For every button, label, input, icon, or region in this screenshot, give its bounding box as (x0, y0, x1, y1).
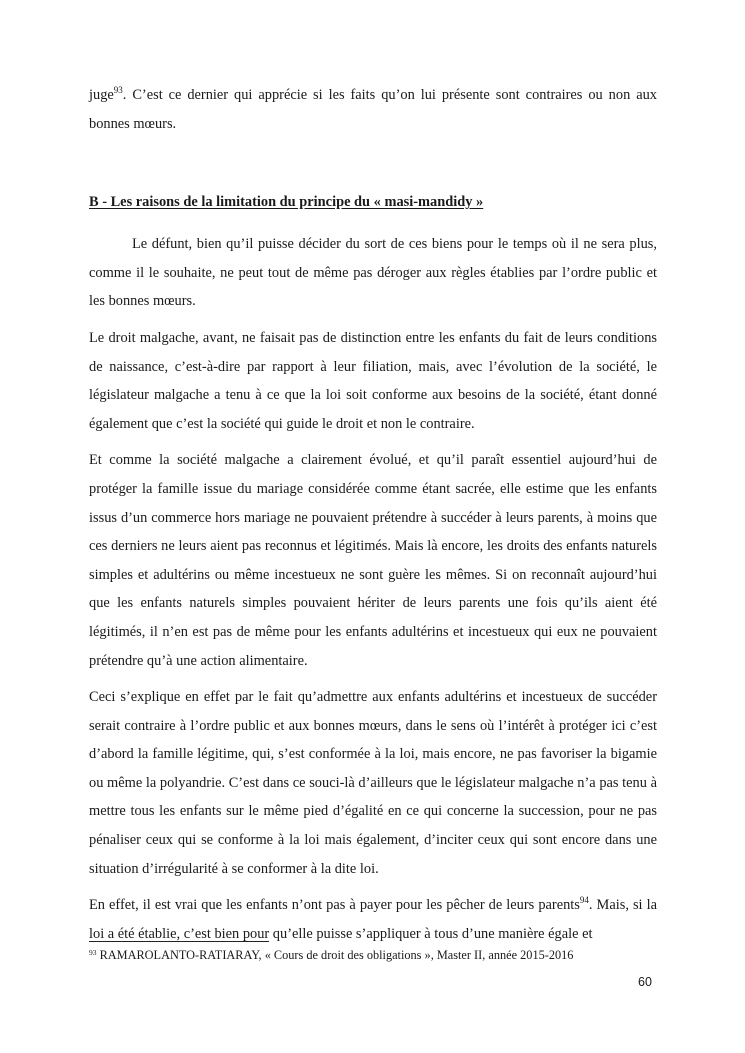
footnote-text: RAMAROLANTO-RATIARAY, « Cours de droit des obligations », Master II, année 2015-2016 (96, 948, 574, 962)
paragraph-2: Le droit malgache, avant, ne faisait pas de distinction entre les enfants du fait de leurs conditions de naissance, c’est-à-dire par rapport à leur filiation, mais, avec l’évolution de la société, le législateur malgache a tenu à ce que la loi soit conforme aux besoins de la société, étant donné également que c’est la société qui guide le droit et non le contraire. (89, 329, 657, 432)
paragraph-4: Ceci s’explique en effet par le fait qu’admettre aux enfants adultérins et incestueux de succéder serait contraire à l’ordre public et aux bonnes mœurs, dans le sens où l’intérêt à protéger ici c’est d’abord la famille légitime, qui, s’est conformée à la loi, mais encore, ne pas favoriser la bigamie ou même la polyandrie. C’est dans ce souci-là d’ailleurs que le législateur malgache n’a pas tenu à mettre tous les enfants sur le même pied d’égalité en ce qui concerne la succession, pour ne pas pénaliser ceux qui se conforme à la loi mais également, d’inciter ceux qui sont encore dans une situation d’irrégularité à se conformer à la dite loi. (89, 689, 657, 877)
footnote-ref-94[interactable]: 94 (579, 895, 589, 906)
footnote-number: 93 (89, 948, 97, 957)
intro-paragraph (89, 81, 657, 138)
footnote-separator (89, 941, 269, 942)
paragraph-5 (89, 891, 657, 948)
intro-rest: . C’est ce dernier qui apprécie si les faits qu’on lui présente sont contraires ou non aux bonnes mœurs. (89, 87, 657, 132)
paragraph-3: Et comme la société malgache a clairement évolué, et qu’il paraît essentiel aujourd’hui de protéger la famille issue du mariage considérée comme étant sacrée, elle estime que les enfants issus d’un commerce hors mariage ne pouvaient prétendre à succéder à leurs parents, à moins que ces derniers ne leurs aient pas reconnus et légitimés. Mais là encore, les droits des enfants naturels simples et adultérins ou même incestueux ne sont guère les mêmes. Si on reconnaît aujourd’hui que les enfants naturels simples pouvaient hériter de leurs parents une fois qu’ils aient été légitimés, il n’en est pas de même pour les enfants adultérins et incestueux qui eux ne pouvaient prétendre qu’à une action alimentaire. (89, 452, 657, 669)
paragraph-1: Le défunt, bien qu’il puisse décider du sort de ces biens pour le temps où il ne sera plus, comme il le souhaite, ne peut tout de même pas déroger aux règles établies par l’ordre public et les bonnes mœurs. (89, 236, 657, 310)
paragraph-5-rest: . Mais, si la loi a été établie, c’est bien pour qu’elle puisse s’appliquer à tous d’une manière égale et (89, 897, 657, 942)
intro-lead: juge (89, 87, 114, 103)
footnote-93 (89, 946, 669, 964)
paragraph-5-lead: En effet, il est vrai que les enfants n’ont pas à payer pour les pêcher de leurs parents (89, 897, 580, 914)
section-heading: B - Les raisons de la limitation du principe du « masi-mandidy » (89, 194, 484, 211)
page-number: 60 (638, 975, 652, 989)
page-body (89, 81, 657, 948)
footnote-ref-93[interactable]: 93 (113, 85, 123, 95)
